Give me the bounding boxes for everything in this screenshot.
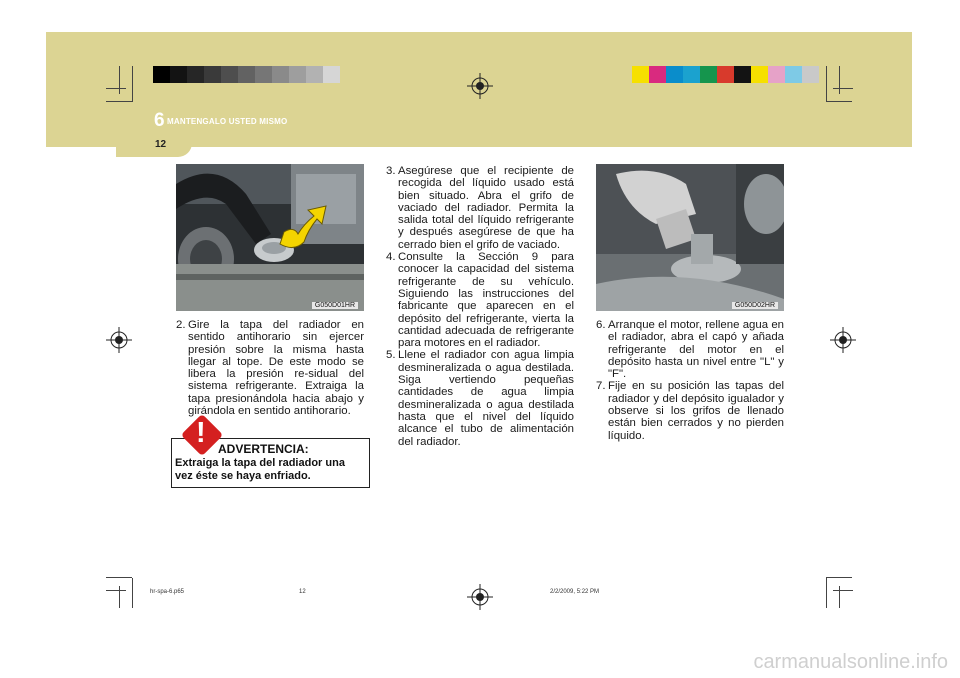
step-3	[386, 165, 574, 251]
calibration-swatch	[717, 66, 734, 83]
calibration-swatch	[768, 66, 785, 83]
registration-crosshair-icon	[467, 73, 493, 99]
calibration-swatch	[170, 66, 187, 83]
footer-filename: hr-spa-6.p65	[150, 589, 185, 595]
step-text: Gire la tapa del radiador en sentido antihorario sin ejercer presión sobre la misma hasta llegar al tope. De este modo se libera la presión re-sidual del sistema refrigerante. Extraiga la tapa presionándola hacia abajo y girándola en sentido antihorario.	[188, 319, 364, 418]
chapter-title: MANTENGALO USTED MISMO	[167, 117, 288, 126]
radiator-cap-illustration	[176, 164, 364, 311]
step-number: 6.	[596, 319, 606, 331]
crop-mark	[106, 88, 126, 89]
crop-mark	[839, 66, 840, 94]
figure-code: G050D01HR	[312, 302, 358, 309]
crop-mark	[826, 101, 852, 102]
step-number: 5.	[386, 349, 396, 362]
calibration-swatch	[306, 66, 323, 83]
calibration-swatch	[802, 66, 819, 83]
step-2	[176, 319, 364, 417]
crop-mark	[132, 66, 133, 102]
crop-mark	[132, 578, 133, 608]
calibration-swatch	[323, 66, 340, 83]
calibration-swatch	[289, 66, 306, 83]
calibration-swatch	[238, 66, 255, 83]
registration-crosshair-icon	[830, 327, 856, 353]
calibration-swatch	[632, 66, 649, 83]
step-number: 4.	[386, 251, 396, 264]
calibration-swatch	[785, 66, 802, 83]
page-number: 12	[155, 139, 167, 150]
calibration-swatch	[272, 66, 289, 83]
color-calibration-bar	[632, 66, 819, 83]
crop-mark	[106, 577, 132, 578]
watermark: carmanualsonline.info	[753, 651, 948, 673]
step-number: 7.	[596, 380, 606, 393]
crop-mark	[826, 66, 827, 102]
chapter-number: 6	[154, 110, 165, 131]
radiador-photo	[176, 164, 364, 311]
deposito-photo	[596, 164, 784, 311]
crop-mark	[106, 101, 132, 102]
step-text: Asegúrese que el recipiente de recogida del líquido usado está bien situado. Abra el grifo de vaciado del radiador. Permita la salida total del líquido refrigerante y después asegúrese de que ha cerrado bien el grifo de vaciado.	[398, 165, 574, 251]
calibration-swatch	[221, 66, 238, 83]
step-6	[596, 319, 784, 380]
crop-mark	[826, 577, 852, 578]
crop-mark	[119, 586, 120, 608]
calibration-swatch	[255, 66, 272, 83]
step-text: Llene el radiador con agua limpia desmineralizada o agua destilada. Siga vertiendo pequeñas cantidades de agua limpia desmineralizada o agua destilada hasta que el nivel del líquido alcance el tubo de alimentación del radiador.	[398, 349, 574, 448]
crop-mark	[839, 586, 840, 608]
crop-mark	[826, 578, 827, 608]
footer-datetime: 2/2/2009, 5:22 PM	[550, 589, 600, 595]
registration-crosshair-icon	[467, 584, 493, 610]
crop-mark	[833, 590, 853, 591]
calibration-swatch	[153, 66, 170, 83]
exclamation-icon: !	[196, 417, 206, 449]
steps-right	[596, 319, 784, 442]
step-5	[386, 349, 574, 447]
step-text: Fije en su posición las tapas del radiador y del depósito igualador y observe si los grifos de llenado están bien cerrados y no pierden líquido.	[608, 380, 784, 442]
footer-page: 12	[299, 589, 306, 595]
crop-mark	[106, 590, 126, 591]
grayscale-calibration-bar	[153, 66, 340, 83]
step-4	[386, 251, 574, 349]
step-number: 2.	[176, 319, 186, 331]
page-number-tab	[116, 137, 192, 157]
calibration-swatch	[751, 66, 768, 83]
registration-crosshair-icon	[106, 327, 132, 353]
reservoir-filling-illustration	[596, 164, 784, 311]
crop-mark	[119, 66, 120, 94]
warning-text: Extraiga la tapa del radiador una vez éste se haya enfriado.	[175, 457, 345, 482]
calibration-swatch	[187, 66, 204, 83]
figure-code: G050D02HR	[732, 302, 778, 309]
steps-middle	[386, 165, 574, 448]
step-7	[596, 380, 784, 441]
calibration-swatch	[683, 66, 700, 83]
crop-mark	[833, 88, 853, 89]
step-number: 3.	[386, 165, 396, 177]
step-text: Consulte la Sección 9 para conocer la capacidad del sistema refrigerante de su vehículo. Siguiendo las instrucciones del fabricante que aparecen en el depósito del refrigerante, vierta la cantidad adecuada de refrigerante para motores en el radiador.	[398, 251, 574, 350]
warning-title: ADVERTENCIA:	[218, 442, 309, 456]
calibration-swatch	[204, 66, 221, 83]
calibration-swatch	[649, 66, 666, 83]
step-text: Arranque el motor, rellene agua en el radiador, abra el capó y añada refrigerante del motor en el depósito hasta un nivel entre "L" y "F".	[608, 319, 784, 381]
calibration-swatch	[700, 66, 717, 83]
calibration-swatch	[666, 66, 683, 83]
calibration-swatch	[734, 66, 751, 83]
